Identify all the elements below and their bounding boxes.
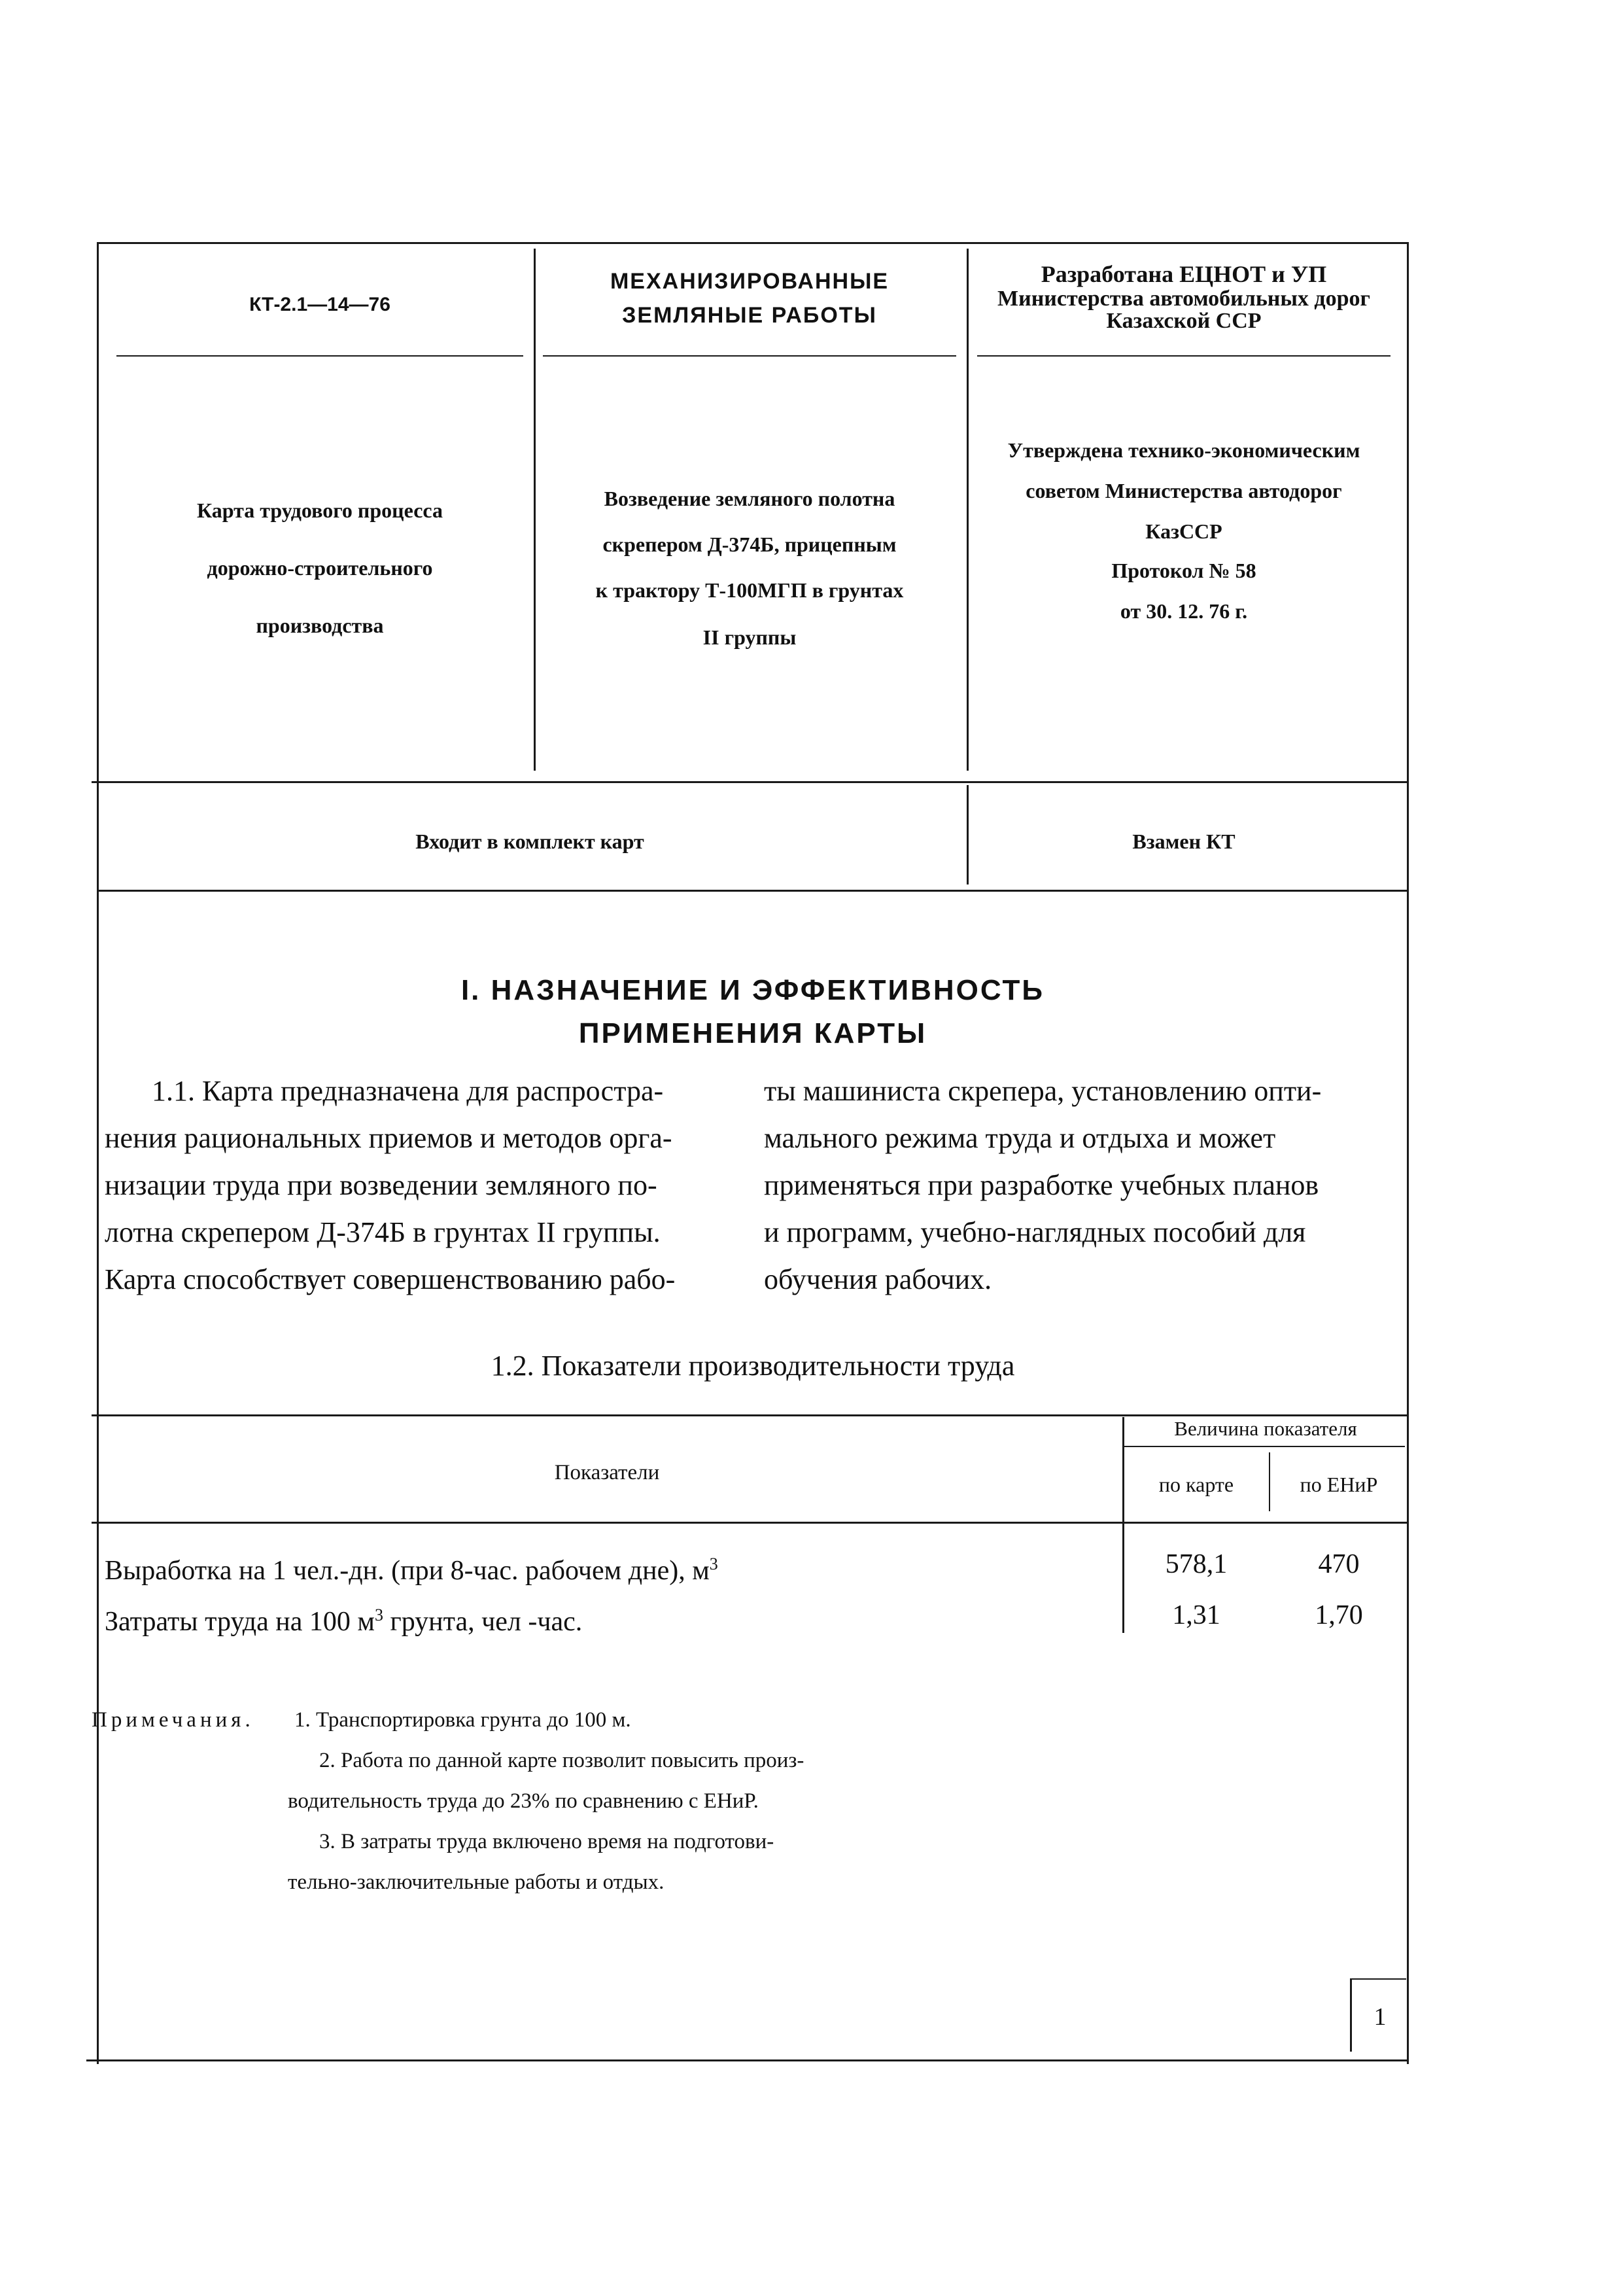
paragraph-left-line: низации труда при возведении земляного по- [105, 1169, 657, 1201]
frame-bottom-line [86, 2059, 1409, 2061]
section-heading-line1: I. НАЗНАЧЕНИЕ И ЭФФЕКТИВНОСТЬ [460, 974, 1045, 1006]
category-title-line1: МЕХАНИЗИРОВАННЫЕ [610, 269, 890, 294]
header-underline-2 [543, 355, 956, 357]
paragraph-right-column [764, 1068, 1405, 1303]
table-header-value-group: Величина показателя [1174, 1417, 1357, 1440]
card-code: КТ-2.1—14—76 [249, 294, 390, 315]
note-2-line2: водительность труда до 23% по сравнению с ЕНиР. [288, 1789, 759, 1813]
paragraph-right-line: применяться при разработке учебных планов [764, 1169, 1319, 1201]
page-number-box-top [1350, 1978, 1406, 1980]
note-3-line2: тельно-заключительные работы и отдых. [288, 1870, 665, 1894]
category-title-line2: ЗЕМЛЯНЫЕ РАБОТЫ [622, 303, 877, 328]
work-subject-line3: к трактору Т-100МГП в грунтах [595, 578, 904, 602]
page-number-box-left [1350, 1978, 1352, 2052]
paragraph-left-line: нения рациональных приемов и методов орга- [105, 1122, 672, 1154]
paragraph-left-line: лотна скрепером Д-374Б в грунтах II группы. [105, 1216, 661, 1248]
developer-line2: Министерства автомобильных дорог [997, 287, 1370, 311]
card-title-line2: дорожно-строительного [207, 556, 433, 580]
work-subject-line4: II группы [702, 625, 797, 649]
approval-line3: КазССР [1145, 519, 1222, 543]
header-underline-1 [116, 355, 523, 357]
included-in-set-label: Входит в комплект карт [415, 830, 644, 853]
work-subject-line2: скрепером Д-374Б, прицепным [602, 533, 897, 556]
table-subheader-line [1124, 1446, 1405, 1447]
developer-line3: Казахской ССР [1106, 309, 1262, 333]
paragraph-left-line: Карта способствует совершенствованию рабо- [105, 1263, 676, 1295]
row-value-by-enir: 1,70 [1315, 1600, 1363, 1630]
page-number: 1 [1373, 2003, 1387, 2031]
table-header-by-card: по карте [1158, 1473, 1234, 1496]
approval-line1: Утверждена технико-экономическим [1007, 438, 1360, 462]
frame-top-line [97, 242, 1409, 244]
paragraph-right-line: мального режима труда и отдыха и может [764, 1122, 1276, 1154]
frame-right-line [1407, 242, 1409, 2064]
approval-line4: Протокол № 58 [1111, 559, 1256, 582]
table-enir-col-divider [1269, 1452, 1270, 1511]
card-title-line1: Карта трудового процесса [197, 499, 443, 522]
header-divider-2 [967, 249, 969, 771]
approval-line5: от 30. 12. 76 г. [1120, 599, 1248, 623]
replaces-label: Взамен КТ [1132, 830, 1235, 853]
work-subject-line1: Возведение земляного полотна [604, 487, 895, 510]
row-indicator: Затраты труда на 100 м [105, 1607, 375, 1637]
row-value-by-enir: 470 [1318, 1549, 1360, 1579]
paragraph-right-line: обучения рабочих. [764, 1263, 992, 1295]
set-row-top-line [92, 781, 1409, 783]
paragraph-right-line: ты машиниста скрепера, установлению опти- [764, 1075, 1322, 1107]
notes-label: Примечания. [92, 1708, 254, 1732]
table-header-bottom-line [92, 1522, 1409, 1524]
approval-line2: советом Министерства автодорог [1026, 479, 1342, 502]
table-row [105, 1595, 582, 1642]
row-indicator: Выработка на 1 чел.-дн. (при 8-час. рабочем дне), м [105, 1556, 710, 1586]
header-underline-3 [977, 355, 1391, 357]
row-value-by-card: 1,31 [1172, 1600, 1220, 1630]
table-header-indicators: Показатели [554, 1461, 660, 1484]
paragraph-right-line: и программ, учебно-наглядных пособий для [764, 1216, 1306, 1248]
set-row-divider [967, 785, 969, 885]
table-title: 1.2. Показатели производительности труда [491, 1350, 1015, 1382]
header-divider-1 [534, 249, 536, 771]
developer-line1: Разработана ЕЦНОТ и УП [1041, 261, 1327, 287]
note-1: 1. Транспортировка грунта до 100 м. [294, 1708, 631, 1732]
frame-left-line [97, 242, 99, 2064]
note-2-line1: 2. Работа по данной карте позволит повысить произ- [319, 1749, 804, 1772]
row-value-by-card: 578,1 [1165, 1549, 1228, 1579]
set-row-bottom-line [97, 890, 1409, 892]
row-indicator-superscript: 3 [709, 1554, 718, 1573]
section-heading-line2: ПРИМЕНЕНИЯ КАРТЫ [578, 1017, 927, 1049]
paragraph-left-line: 1.1. Карта предназначена для распростра- [152, 1075, 664, 1107]
card-title-line3: производства [256, 614, 384, 637]
paragraph-left-column [105, 1068, 733, 1303]
row-indicator-superscript: 3 [374, 1605, 383, 1624]
table-value-col-divider [1122, 1417, 1124, 1633]
table-row [105, 1544, 718, 1591]
row-indicator-suffix: грунта, чел -час. [383, 1607, 583, 1637]
table-header-by-enir: по ЕНиР [1300, 1473, 1378, 1496]
note-3-line1: 3. В затраты труда включено время на подготови- [319, 1830, 774, 1853]
